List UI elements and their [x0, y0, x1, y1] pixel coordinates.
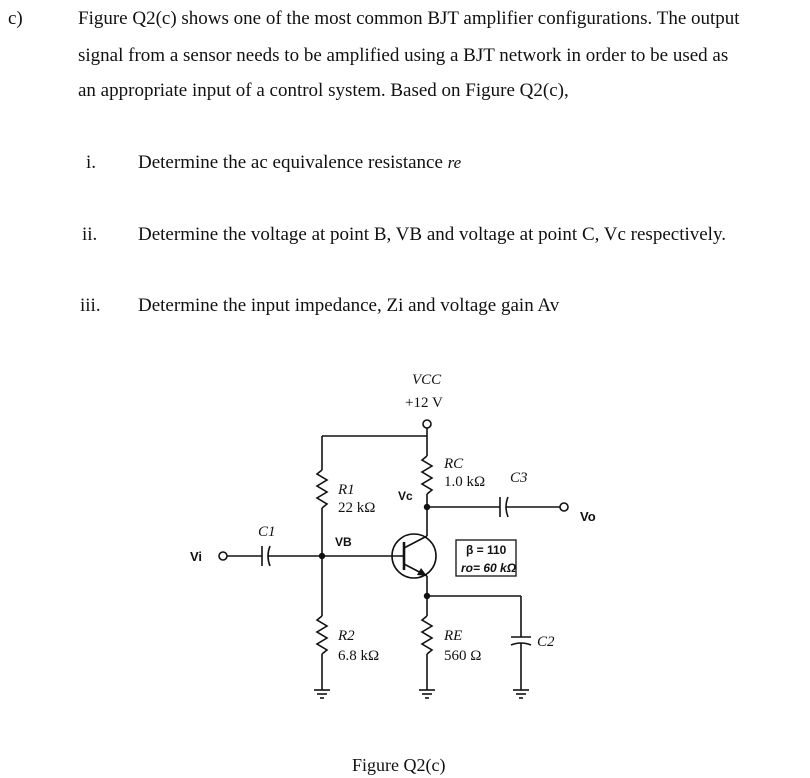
vo-label: Vo — [580, 509, 596, 524]
rc-resistor — [422, 456, 432, 494]
r1-value: 22 kΩ — [338, 500, 376, 516]
collector-node — [424, 504, 430, 510]
re-label: RE — [444, 628, 463, 644]
vc-label: Vc — [398, 489, 413, 503]
vb-label: VB — [335, 535, 352, 549]
vcc-label: VCC — [412, 372, 442, 388]
beta-value: β = 110 — [466, 543, 507, 557]
c3-label: C3 — [510, 470, 528, 486]
item-text-1-body: Determine the ac equivalence resistance — [138, 152, 448, 173]
item-text-3: Determine the input impedance, Zi and voltage gain Av — [138, 295, 560, 316]
question-line-3: an appropriate input of a control system. Based on Figure Q2(c), — [78, 80, 569, 101]
item-number-3: iii. — [80, 295, 101, 316]
vi-label: Vi — [190, 549, 203, 564]
vcc-value: +12 V — [405, 395, 443, 411]
item-text-2: Determine the voltage at point B, VB and voltage at point C, Vc respectively. — [138, 224, 726, 245]
item-number-1: i. — [86, 152, 97, 173]
r1-label: R1 — [338, 482, 355, 498]
r2-value: 6.8 kΩ — [338, 648, 380, 664]
rc-label: RC — [444, 456, 464, 472]
question-line-1: Figure Q2(c) shows one of the most common BJT amplifier configurations. The output — [78, 8, 740, 29]
r2-label: R2 — [338, 628, 355, 644]
question-label: c) — [8, 8, 23, 29]
ro-value: ro= 60 kΩ — [461, 561, 517, 575]
emitter-node — [424, 593, 430, 599]
item-text-1-symbol: re — [447, 153, 462, 172]
r2-resistor — [317, 616, 327, 654]
base-node — [319, 553, 325, 559]
c2-label: C2 — [537, 634, 555, 650]
vo-terminal — [560, 503, 568, 511]
rc-value: 1.0 kΩ — [444, 474, 486, 490]
vi-terminal — [219, 552, 227, 560]
re-resistor — [422, 616, 432, 654]
re-value: 560 Ω — [444, 648, 482, 664]
question-line-2: signal from a sensor needs to be amplified using a BJT network in order to be used as — [78, 45, 729, 66]
c1-label: C1 — [258, 524, 276, 540]
item-number-2: ii. — [82, 224, 98, 245]
r1-resistor — [317, 470, 327, 508]
vcc-terminal — [423, 420, 431, 428]
figure-caption: Figure Q2(c) — [352, 755, 446, 775]
